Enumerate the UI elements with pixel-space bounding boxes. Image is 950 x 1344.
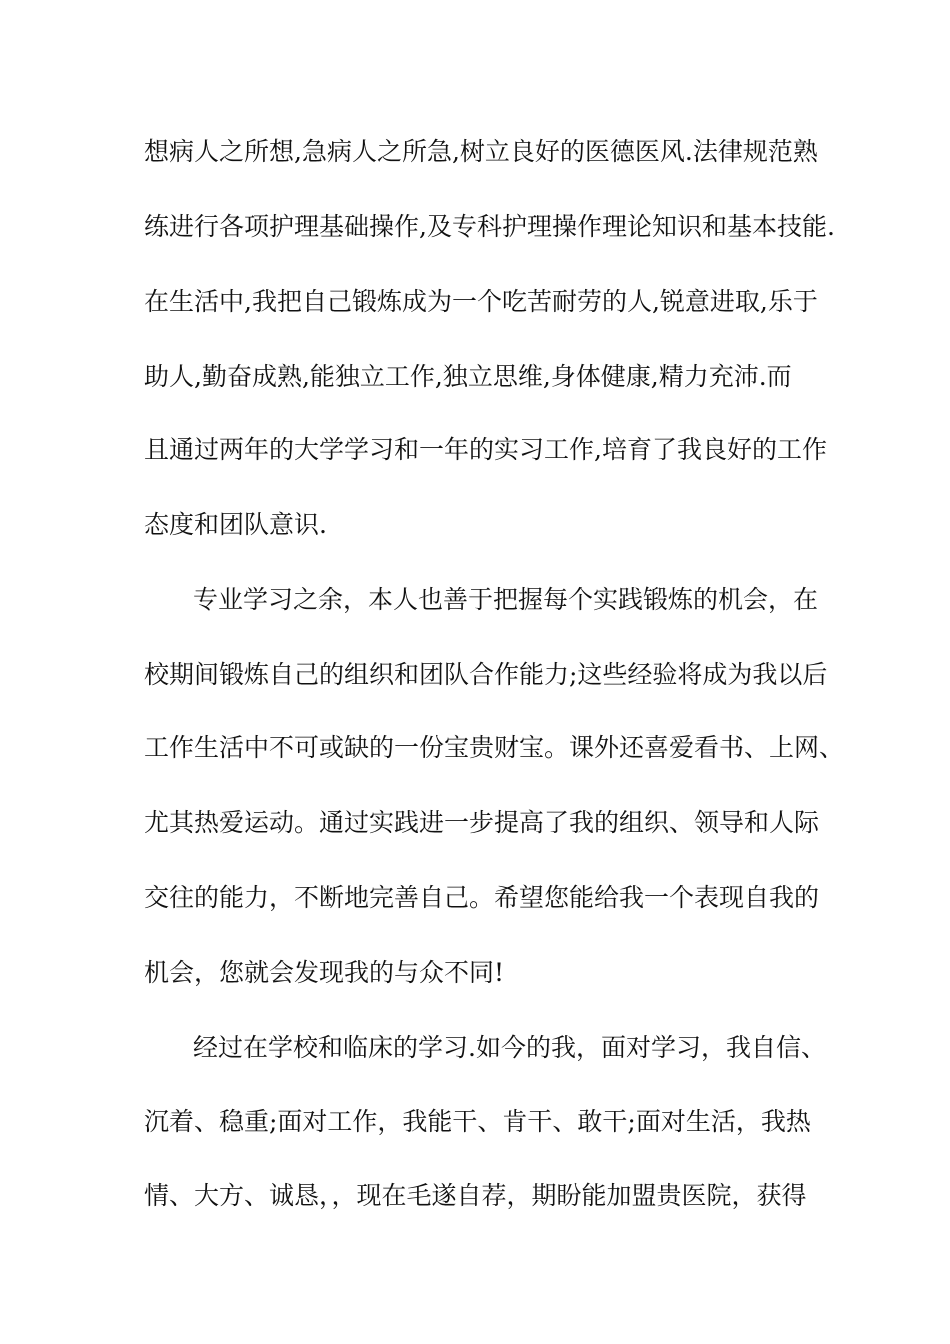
text-line: 想病人之所想,急病人之所急,树立良好的医德医风.法律规范熟: [144, 137, 818, 166]
text-line: 且通过两年的大学学习和一年的实习工作,培育了我良好的工作: [144, 435, 827, 464]
text-line: 助人,勤奋成熟,能独立工作,独立思维,身体健康,精力充沛.而: [144, 362, 792, 391]
text-line: 在生活中,我把自己锻炼成为一个吃苦耐劳的人,锐意进取,乐于: [144, 287, 818, 316]
text-line: 交往的能力，不断地完善自己。希望您能给我一个表现自我的: [144, 883, 820, 912]
text-line: 工作生活中不可或缺的一份宝贵财宝。课外还喜爱看书、上网、: [144, 733, 845, 762]
paragraph-first-line: 经过在学校和临床的学习.如今的我，面对学习，我自信、: [193, 1033, 826, 1062]
paragraph-first-line: 专业学习之余，本人也善于把握每个实践锻炼的机会，在: [193, 585, 819, 614]
text-line: 校期间锻炼自己的组织和团队合作能力;这些经验将成为我以后: [144, 660, 828, 689]
text-line: 尤其热爱运动。通过实践进一步提高了我的组织、领导和人际: [144, 808, 820, 837]
text-line: 态度和团队意识.: [144, 510, 327, 539]
text-line: 情、大方、诚恳，，现在毛遂自荐，期盼能加盟贵医院，获得: [144, 1181, 807, 1210]
text-line: 机会，您就会发现我的与众不同!: [144, 958, 505, 987]
text-line: 沉着、稳重;面对工作，我能干、肯干、敢干;面对生活，我热: [144, 1107, 811, 1136]
text-line: 练进行各项护理基础操作,及专科护理操作理论知识和基本技能.: [144, 212, 835, 241]
